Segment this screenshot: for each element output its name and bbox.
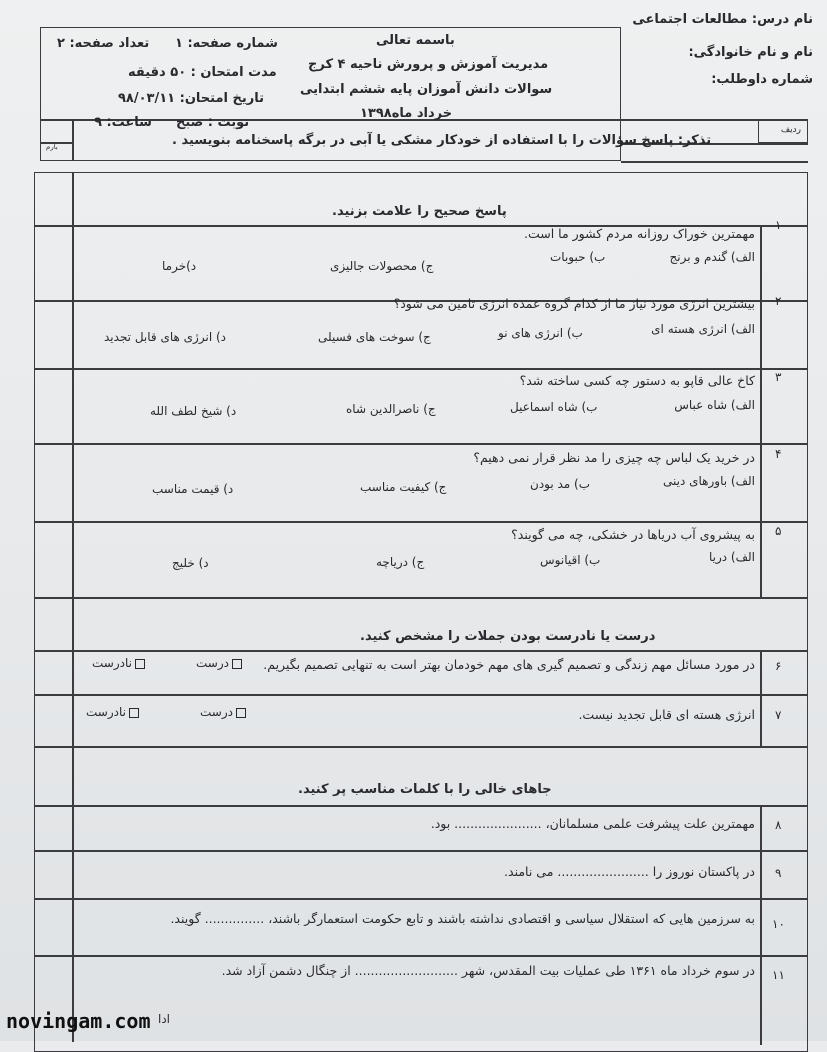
false-label: نادرست: [86, 705, 126, 719]
answer-option[interactable]: الف) انرژی هسته ای: [651, 322, 755, 336]
answer-option[interactable]: ج) کیفیت مناسب: [360, 480, 447, 494]
checkbox-icon[interactable]: [129, 708, 139, 718]
exam-shift: نوبت : صبح: [176, 115, 250, 130]
education-office: مدیریت آموزش و پرورش ناحیه ۴ کرج: [308, 57, 549, 72]
question-number: ۵: [775, 524, 782, 538]
watermark: novingam.com: [6, 1009, 151, 1033]
basmala: باسمه تعالی: [376, 33, 455, 48]
checkbox-icon[interactable]: [236, 708, 246, 718]
score-column-label: بارم: [46, 143, 58, 151]
question-number: ۲: [775, 294, 782, 308]
answer-option[interactable]: الف) شاه عباس: [674, 398, 755, 412]
notice-text: تذکر: پاسخ سؤالات را با استفاده از خودکار مشکی یا آبی در برگه پاسخنامه بنویسید .: [172, 133, 712, 148]
answer-option[interactable]: الف) گندم و برنج: [669, 250, 755, 264]
row-column-label: ردیف: [780, 125, 801, 135]
question-text: در مورد مسائل مهم زندگی و تصمیم گیری های مهم خودمان بهتر است به تنهایی تصمیم بگیریم.: [263, 657, 755, 672]
false-option[interactable]: [92, 656, 148, 670]
row-top-line: [621, 119, 808, 121]
answer-option[interactable]: ب) حبوبات: [550, 250, 606, 264]
answer-option[interactable]: الف) دریا: [708, 550, 755, 564]
section1-number-column: [760, 225, 762, 597]
answer-option[interactable]: د) شیخ لطف الله: [150, 404, 237, 418]
question-text: بیشترین انرژی مورد نیاز ما از کدام گروه عمده انرژی تامین می شود؟: [393, 296, 755, 311]
fill-blank-text: به سرزمین هایی که استقلال سیاسی و اقتصادی نداشته باشند و تابع حکومت استعمارگر باشند، ............... گویند.: [170, 911, 755, 926]
answer-option[interactable]: ج) سوخت های فسیلی: [318, 330, 431, 344]
checkbox-icon[interactable]: [232, 659, 242, 669]
seat-number-label: شماره داوطلب:: [711, 72, 813, 87]
answer-option[interactable]: د) قیمت مناسب: [152, 482, 234, 496]
page-number: شماره صفحه: ۱: [175, 36, 278, 51]
answer-option[interactable]: ب) اقیانوس: [540, 553, 601, 567]
section2-top-line: [34, 650, 808, 652]
answer-option[interactable]: ب) مد بودن: [530, 477, 591, 491]
exam-title: سوالات دانش آموزان پایه ششم ابتدایی: [300, 82, 553, 97]
answer-option[interactable]: ج) دریاچه: [376, 555, 425, 569]
answer-option[interactable]: ب) شاه اسماعیل: [510, 400, 598, 414]
false-label: نادرست: [92, 656, 132, 670]
row-divider: [34, 443, 808, 445]
section3-title: جاهای خالی را با کلمات مناسب پر کنید.: [298, 782, 552, 797]
section1-title: پاسخ صحیح را علامت بزنید.: [332, 204, 507, 219]
score-column-line: [72, 172, 74, 1042]
question-number: ۱: [775, 218, 782, 232]
answer-option[interactable]: د) انرژی های قابل تجدید: [104, 330, 226, 344]
footer-fragment: ادا: [158, 1012, 171, 1026]
answer-option[interactable]: د) خلیج: [172, 556, 209, 570]
question-number: ۸: [775, 818, 782, 832]
fill-blank-text: در سوم خرداد ماه ۱۳۶۱ طی عملیات بیت المقدس، شهر .......................... از چنگال دشمن آزاد شد.: [221, 963, 755, 978]
question-text: در خرید یک لباس چه چیزی را مد نظر قرار نمی دهیم؟: [473, 450, 755, 465]
row-divider: [34, 850, 808, 852]
question-text: کاخ عالی قاپو به دستور چه کسی ساخته شد؟: [519, 373, 755, 388]
row-divider: [34, 955, 808, 957]
score-col-line: [72, 119, 74, 161]
exam-time: ساعت: ۹: [94, 115, 152, 130]
exam-date: تاریخ امتحان: ۹۸/۰۳/۱۱: [118, 91, 265, 106]
section2-title: درست یا نادرست بودن جملات را مشخص کنید.: [360, 629, 656, 644]
question-number: ۱۱: [772, 968, 785, 982]
question-text: مهمترین خوراک روزانه مردم کشور ما است.: [523, 226, 755, 241]
question-text: به پیشروی آب دریاها در خشکی، چه می گویند؟: [511, 527, 755, 542]
fill-blank-text: در پاکستان نوروز را ....................... می نامند.: [504, 864, 755, 879]
row-divider: [34, 746, 808, 748]
true-label: درست: [196, 656, 229, 670]
question-number: ۴: [775, 447, 782, 461]
row-divider: [34, 368, 808, 370]
answer-option[interactable]: ج) محصولات جالیزی: [330, 259, 434, 273]
exam-month: خرداد ماه۱۳۹۸: [360, 106, 453, 121]
answer-option[interactable]: الف) باورهای دینی: [663, 474, 755, 488]
false-option[interactable]: [86, 705, 142, 719]
question-text: انرژی هسته ای قابل تجدید نیست.: [578, 707, 755, 722]
subject-label: نام درس: مطالعات اجتماعی: [632, 12, 813, 27]
answer-option[interactable]: ب) انرژی های نو: [498, 326, 583, 340]
row-divider: [34, 898, 808, 900]
row-divider: [34, 694, 808, 696]
true-option[interactable]: [196, 656, 245, 670]
notice-bottom-line: [621, 161, 808, 163]
answer-option[interactable]: ج) ناصرالدین شاه: [346, 402, 436, 416]
true-label: درست: [200, 705, 233, 719]
question-number: ۳: [775, 370, 782, 384]
question-number: ۶: [775, 659, 782, 673]
row-divider: [34, 521, 808, 523]
section2-number-column: [760, 650, 762, 747]
section3-top-line: [34, 805, 808, 807]
checkbox-icon[interactable]: [135, 659, 145, 669]
answer-option[interactable]: د)خرما: [162, 259, 197, 273]
question-number: ۹: [775, 866, 782, 880]
fill-blank-text: مهمترین علت پیشرفت علمی مسلمانان، ...................... بود.: [430, 816, 755, 831]
question-number: ۷: [775, 708, 782, 722]
student-name-label: نام و نام خانوادگی:: [688, 45, 813, 60]
section3-number-column: [760, 805, 762, 1045]
question-number: ۱۰: [772, 917, 785, 931]
page-count: تعداد صفحه: ۲: [57, 36, 150, 51]
row-divider: [34, 597, 808, 599]
exam-duration: مدت امتحان : ۵۰ دقیقه: [128, 65, 277, 80]
true-option[interactable]: [200, 705, 249, 719]
